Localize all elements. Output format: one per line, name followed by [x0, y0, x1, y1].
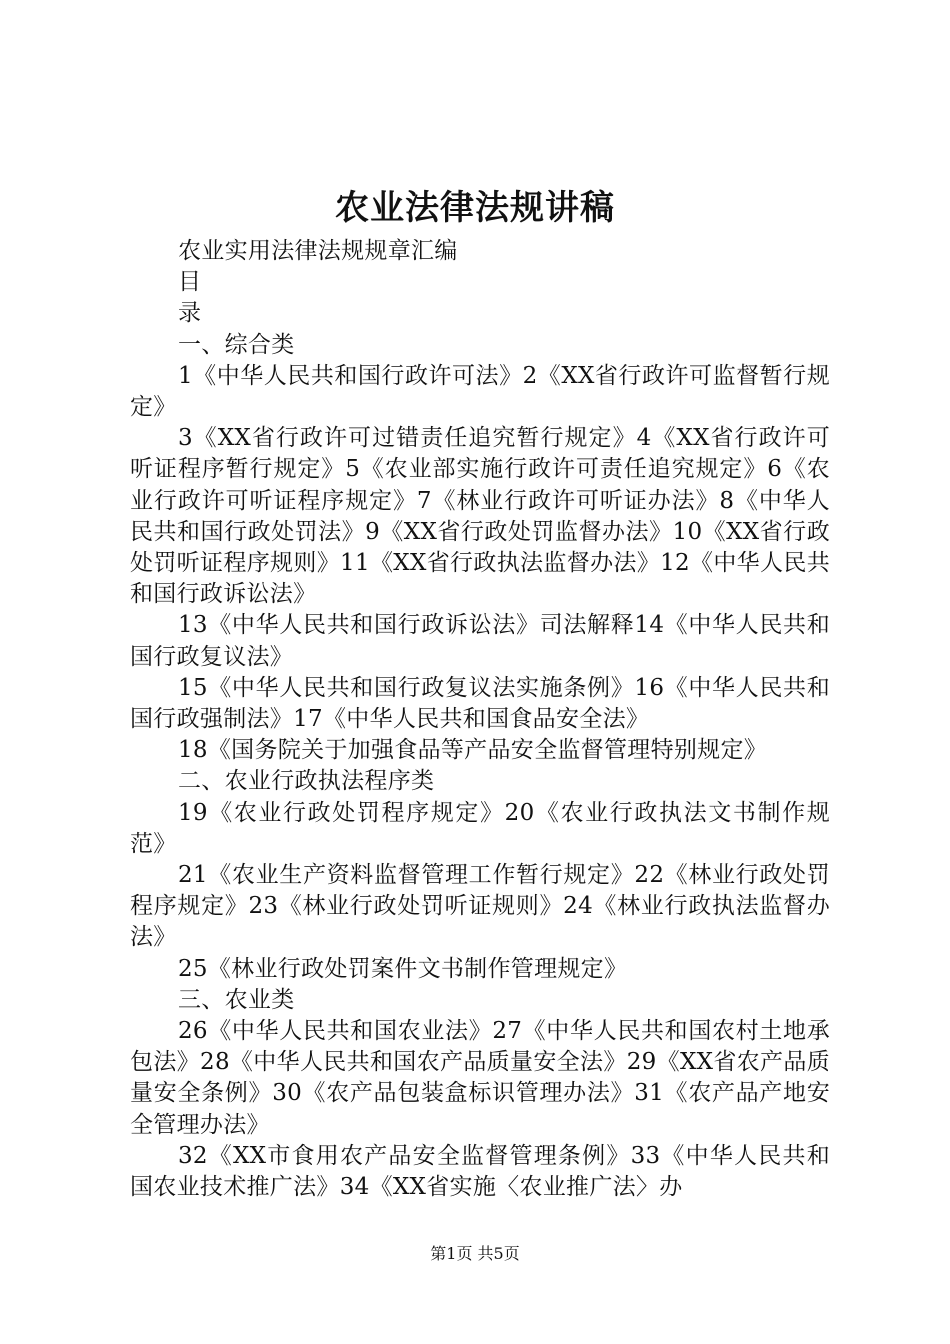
- document-title: 农业法律法规讲稿: [335, 188, 615, 228]
- paragraph: 25《林业行政处罚案件文书制作管理规定》: [178, 955, 628, 982]
- paragraph: 32《XX市食用农产品安全监督管理条例》33《中华人民共和国农业技术推广法》34《XX省实施〈农业推广法〉办: [130, 1142, 830, 1201]
- paragraph: 13《中华人民共和国行政诉讼法》司法解释14《中华人民共和国行政复议法》: [130, 612, 830, 670]
- paragraph: 15《中华人民共和国行政复议法实施条例》16《中华人民共和国行政强制法》17《中华人民共和国食品安全法》: [130, 674, 830, 733]
- paragraph: 录: [178, 300, 202, 327]
- paragraph: 26《中华人民共和国农业法》27《中华人民共和国农村土地承包法》28《中华人民共和国农产品质量安全法》29《XX省农产品质量安全条例》30《农产品包装盒标识管理办法》31《农产品产地安全管理办法》: [130, 1018, 830, 1138]
- paragraph: 19《农业行政处罚程序规定》20《农业行政执法文书制作规范》: [130, 799, 830, 857]
- page-footer: 第1页 共5页: [430, 1244, 520, 1263]
- section-heading: 二、农业行政执法程序类: [178, 768, 435, 795]
- paragraph: 目: [178, 269, 202, 296]
- section-heading: 三、农业类: [178, 986, 295, 1013]
- paragraph: 21《农业生产资料监督管理工作暂行规定》22《林业行政处罚程序规定》23《林业行政处罚听证规则》24《林业行政执法监督办法》: [130, 862, 830, 951]
- paragraph: 1《中华人民共和国行政许可法》2《XX省行政许可监督暂行规定》: [130, 362, 830, 421]
- paragraph: 18《国务院关于加强食品等产品安全监督管理特别规定》: [178, 737, 768, 764]
- paragraph: 3《XX省行政许可过错责任追究暂行规定》4《XX省行政许可听证程序暂行规定》5《农业部实施行政许可责任追究规定》6《农业行政许可听证程序规定》7《林业行政许可听证办法》8《中华人民共和国行政处罚法》9《XX省行政处罚监督办法》10《XX省行政处罚听证程序规则》11《XX省行政执法监督办法》12《中华人民共和国行政诉讼法》: [130, 425, 830, 608]
- section-heading: 一、综合类: [178, 331, 295, 358]
- paragraph: 农业实用法律法规规章汇编: [178, 238, 458, 264]
- document-body: [130, 236, 830, 1203]
